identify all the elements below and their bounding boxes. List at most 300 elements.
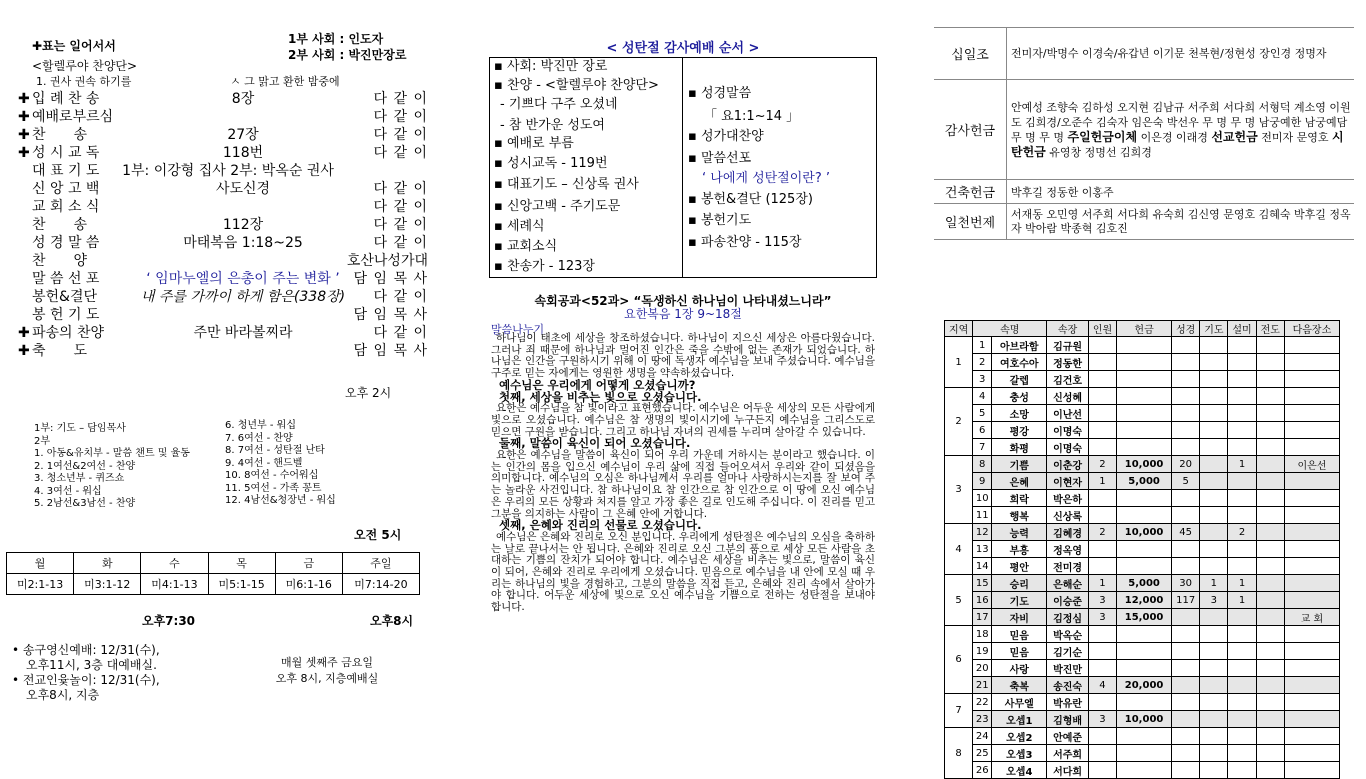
table-cell: [1200, 694, 1228, 711]
table-cell: 4: [973, 388, 992, 405]
pm8-label: 오후8시: [370, 614, 414, 628]
table-cell: [1284, 575, 1339, 592]
order-label: [18, 250, 87, 270]
order-label: [18, 340, 87, 360]
order-label-text: 찬 양: [32, 253, 88, 269]
offering-subhead: 주일헌금이체: [1067, 129, 1138, 144]
offering-subhead: 시탄헌금: [1011, 129, 1344, 159]
order-detail: 주만 바라볼찌라: [193, 325, 293, 341]
note-line: • 송구영신예배: 12/31(수),: [12, 643, 160, 657]
table-cell: 박진만: [1047, 660, 1089, 677]
christmas-order-box: [489, 57, 877, 278]
table-row: [945, 728, 1340, 745]
table-cell: [1256, 677, 1284, 694]
table-cell: 4: [1088, 677, 1116, 694]
table-cell: 이명숙: [1047, 439, 1089, 456]
table-cell: [1228, 677, 1256, 694]
order-performer: 다 같 이: [373, 145, 428, 161]
offering-table: [934, 27, 1354, 240]
table-cell: [1200, 677, 1228, 694]
offering-names: 박후길 정동한 이홍주: [1007, 180, 1355, 204]
table-cell: [1117, 439, 1172, 456]
table-cell: 김혜경: [1047, 524, 1089, 541]
table-cell: 아브라함: [992, 337, 1047, 354]
table-cell: [1284, 337, 1339, 354]
order-performer: 다 같 이: [373, 235, 428, 251]
lesson-heading: 둘째, 말씀이 육신이 되어 오셨습니다.: [499, 436, 691, 451]
table-header: 속장: [1047, 321, 1089, 337]
table-cell: [1228, 643, 1256, 660]
table-cell: [1284, 422, 1339, 439]
table-cell: [1256, 422, 1284, 439]
program-item: 5. 2남선&3남선 - 찬양: [34, 498, 136, 509]
order-label: [18, 124, 87, 144]
table-cell: [1172, 388, 1200, 405]
table-cell: [1200, 762, 1228, 779]
program-item: 1. 아동&유치부 - 말씀 챈트 및 율동: [34, 448, 190, 459]
table-cell: 부흥: [992, 541, 1047, 558]
table-cell: [1256, 456, 1284, 473]
table-cell: 2: [973, 354, 992, 371]
order-label: [18, 286, 97, 306]
table-cell: 117: [1172, 592, 1200, 609]
table-cell: [1284, 371, 1339, 388]
lesson-body: [491, 333, 875, 614]
table-cell: [1117, 388, 1172, 405]
program-item: 7. 6여선 - 찬양: [225, 432, 293, 444]
table-row: [945, 592, 1340, 609]
table-cell: [1284, 354, 1339, 371]
table-cell: 45: [1172, 524, 1200, 541]
table-cell: [1200, 524, 1228, 541]
table-cell: [1117, 371, 1172, 388]
table-cell: [1256, 507, 1284, 524]
offering-names: 전미자/박명수 이경숙/유갑년 이기문 천복현/정현성 장인경 정명자: [1007, 28, 1355, 80]
table-cell: [1200, 490, 1228, 507]
table-cell: [1228, 507, 1256, 524]
table-cell: [1200, 371, 1228, 388]
table-cell: [1200, 422, 1228, 439]
table-cell: [1117, 694, 1172, 711]
day-cell: 목: [208, 553, 275, 574]
table-cell: 승리: [992, 575, 1047, 592]
table-cell: [1256, 762, 1284, 779]
table-cell: [1284, 643, 1339, 660]
table-cell: 서주희: [1047, 745, 1089, 762]
table-cell: 6: [973, 422, 992, 439]
verse-cell: 미3:1-12: [74, 574, 141, 595]
day-cell: 수: [141, 553, 208, 574]
order-label: [18, 322, 104, 342]
table-cell: [1117, 745, 1172, 762]
table-cell: [1256, 609, 1284, 626]
table-cell: 2: [1088, 456, 1116, 473]
order-label-text: 봉헌&결단: [32, 289, 98, 305]
table-cell: [1088, 507, 1116, 524]
program-left: [34, 423, 190, 511]
table-cell: [1088, 422, 1116, 439]
table-cell: [1088, 405, 1116, 422]
table-cell: 11: [973, 507, 992, 524]
order-label: [18, 88, 99, 108]
region-cell: 6: [945, 626, 973, 694]
table-cell: [1172, 643, 1200, 660]
table-header: 성경: [1172, 321, 1200, 337]
table-cell: 평안: [992, 558, 1047, 575]
table-cell: 5,000: [1117, 473, 1172, 490]
table-row: [945, 439, 1340, 456]
dawn-schedule-table: [6, 552, 420, 595]
table-cell: [1172, 745, 1200, 762]
order-item: 「 요1:1~14 」: [704, 109, 800, 124]
table-cell: 화평: [992, 439, 1047, 456]
table-cell: [1117, 643, 1172, 660]
table-cell: [1200, 337, 1228, 354]
table-row: [945, 490, 1340, 507]
table-cell: 박은하: [1047, 490, 1089, 507]
order-item: ▪ 신앙고백 - 주기도문: [494, 199, 621, 214]
order-label-text: 대 표 기 도: [32, 163, 100, 179]
note-line: 오후11시, 3층 대예배실.: [26, 658, 157, 672]
order-detail: 8장: [231, 91, 255, 107]
program-item: 4. 3여선 - 워십: [34, 485, 102, 497]
table-cell: [1256, 473, 1284, 490]
program-left-list: [34, 423, 190, 511]
table-row: [945, 677, 1340, 694]
table-cell: [1284, 524, 1339, 541]
order-label-text: 축 도: [32, 343, 88, 359]
table-cell: [1228, 490, 1256, 507]
table-cell: [1200, 609, 1228, 626]
region-cell: 8: [945, 728, 973, 779]
table-cell: 이명숙: [1047, 422, 1089, 439]
table-cell: 행복: [992, 507, 1047, 524]
table-cell: [1284, 507, 1339, 524]
leader-2: 2부 사회 : 박진만장로: [288, 48, 407, 62]
table-cell: [1284, 762, 1339, 779]
region-cell: 2: [945, 388, 973, 456]
order-label-text: 찬 송: [32, 217, 88, 233]
offering-subhead: 선교헌금: [1211, 129, 1258, 144]
program-item: 10. 8여선 - 수어워십: [225, 470, 319, 481]
table-cell: [1256, 388, 1284, 405]
program-right: [225, 420, 336, 508]
table-cell: [1200, 711, 1228, 728]
table-cell: [1088, 643, 1116, 660]
table-cell: 박유란: [1047, 694, 1089, 711]
order-performer: 다 같 이: [373, 109, 428, 125]
table-cell: 사랑: [992, 660, 1047, 677]
table-row: [945, 371, 1340, 388]
table-cell: [1117, 762, 1172, 779]
table-cell: [1256, 626, 1284, 643]
table-cell: [1284, 694, 1339, 711]
lesson-heading: 첫째, 세상을 비추는 빛으로 오셨습니다.: [499, 389, 702, 404]
offering-label: 감사헌금: [934, 80, 1007, 180]
table-cell: 평강: [992, 422, 1047, 439]
table-cell: [1200, 745, 1228, 762]
order-item: ▪ 찬송가 - 123장: [494, 259, 595, 274]
order-item: ‘ 나에게 성탄절이란? ’: [702, 171, 831, 186]
table-cell: [1256, 354, 1284, 371]
table-cell: [1284, 541, 1339, 558]
order-label-text: 성 시 교 독: [32, 145, 100, 161]
table-cell: 17: [973, 609, 992, 626]
table-row: [945, 388, 1340, 405]
table-cell: 은해순: [1047, 575, 1089, 592]
table-cell: [1200, 660, 1228, 677]
table-cell: 20: [973, 660, 992, 677]
table-cell: [1256, 745, 1284, 762]
table-cell: 김정심: [1047, 609, 1089, 626]
table-cell: [1088, 354, 1116, 371]
table-cell: 16: [973, 592, 992, 609]
table-cell: [1256, 660, 1284, 677]
table-row: [945, 337, 1340, 354]
order-label: [18, 214, 87, 234]
table-cell: [1284, 677, 1339, 694]
table-row: [945, 762, 1340, 779]
lesson-para: 예수님은 은혜와 진리로 오신 분입니다. 우리에게 성탄절은 예수님의 오심을 축하하는 날로 끝나서는 안 됩니다. 은혜와 진리로 오신 그분의 품으로 세상 모든 사람을 초대하는 기쁨의 잔치가 되어야 합니다. 예수님은 세상을 비추는 빛으로, 말씀이 육신이 되어, 은혜와 진리로 우리에게 오셨습니다. 믿음으로 예수님을 내 안에 모실 때 우리는 하나님의 빛을 경험하고, 그분의 말씀을 직접 듣고, 은혜와 진리 속에서 살아가야 합니다. 어두운 세상에 빛으로 오신 예수님을 기쁨으로 전하는 성탄절을 보내야 합니다.: [491, 530, 875, 614]
table-cell: 5: [1172, 473, 1200, 490]
table-cell: [1172, 541, 1200, 558]
order-item: ▪ 예배로 부름: [494, 136, 574, 151]
table-row: [945, 524, 1340, 541]
table-cell: [1284, 745, 1339, 762]
table-cell: 신성혜: [1047, 388, 1089, 405]
pm2-label: 오후 2시: [345, 386, 392, 400]
region-cell: 1: [945, 337, 973, 388]
table-cell: 12,000: [1117, 592, 1172, 609]
cross-mark: ✚: [18, 343, 30, 359]
table-cell: [1117, 337, 1172, 354]
table-cell: [1088, 388, 1116, 405]
table-cell: 1: [1228, 456, 1256, 473]
table-cell: [1117, 660, 1172, 677]
table-cell: [1256, 711, 1284, 728]
table-header: 기도: [1200, 321, 1228, 337]
table-cell: 23: [973, 711, 992, 728]
table-cell: [1172, 422, 1200, 439]
table-cell: [1117, 507, 1172, 524]
table-cell: [1228, 694, 1256, 711]
lesson-subtitle: 말씀나누기: [491, 323, 545, 336]
table-cell: [1200, 439, 1228, 456]
table-row: [945, 745, 1340, 762]
table-cell: [1284, 405, 1339, 422]
table-cell: [1172, 728, 1200, 745]
table-cell: [1117, 728, 1172, 745]
table-cell: 김규원: [1047, 337, 1089, 354]
lesson-heading: 셋째, 은혜와 진리의 선물로 오셨습니다.: [499, 518, 702, 533]
order-performer: 담 임 목 사: [353, 307, 428, 323]
table-cell: 19: [973, 643, 992, 660]
friday-line: 매월 셋째주 금요일: [280, 656, 373, 669]
verse-cell: 미4:1-13: [141, 574, 208, 595]
table-cell: [1117, 626, 1172, 643]
table-row: [945, 711, 1340, 728]
table-cell: [1228, 337, 1256, 354]
table-cell: 1: [1088, 575, 1116, 592]
table-cell: [1228, 439, 1256, 456]
table-cell: [1228, 711, 1256, 728]
lesson-para: 요한은 예수님을 말씀이 육신이 되어 우리 가운데 거하시는 분이라고 했습니다. 이는 인간의 몸을 입으신 예수님이 우리 삶에 직접 들어오셔서 우리와 같이 되셨음을 의미합니다. 예수님의 오심은 하나님께서 우리를 얼마나 사랑하시는지를 잘 보여 주는 놀라운 사건입니다. 참 하나님이요 참 인간으로 참 인간으로 이 땅에 오신 예수님은 우리의 모든 상황과 처지를 알고 가장 좋은 길로 인도해 주십니다. 이 진리를 믿고 그분을 의지하는 사람이 그 은혜 안에 거합니다.: [491, 449, 875, 520]
table-cell: [1172, 762, 1200, 779]
day-cell: 금: [275, 553, 342, 574]
table-cell: 기쁨: [992, 456, 1047, 473]
table-cell: [1228, 422, 1256, 439]
table-cell: 10,000: [1117, 711, 1172, 728]
table-cell: [1228, 354, 1256, 371]
table-cell: [1256, 405, 1284, 422]
table-cell: [1228, 371, 1256, 388]
table-cell: [1172, 354, 1200, 371]
order-performer: 다 같 이: [373, 217, 428, 233]
table-cell: [1117, 354, 1172, 371]
table-cell: 소망: [992, 405, 1047, 422]
table-cell: 송진숙: [1047, 677, 1089, 694]
table-cell: [1284, 558, 1339, 575]
table-cell: 정옥영: [1047, 541, 1089, 558]
table-cell: 10: [973, 490, 992, 507]
table-header: 인원: [1088, 321, 1116, 337]
table-cell: 은혜: [992, 473, 1047, 490]
program-item: 11. 5여선 - 가족 꽁트: [225, 482, 322, 494]
table-row: [945, 473, 1340, 490]
table-cell: [1088, 490, 1116, 507]
order-item: ▪ 파송찬양 - 115장: [688, 235, 802, 250]
small-group-table: [944, 320, 1340, 779]
verse-cell: 미6:1-16: [275, 574, 342, 595]
am5-label: 오전 5시: [354, 528, 402, 542]
table-cell: [1284, 728, 1339, 745]
table-row: [945, 541, 1340, 558]
order-item: ▪ 찬양 - <할렐루야 찬양단>: [494, 78, 659, 93]
table-cell: 24: [973, 728, 992, 745]
table-cell: 3: [973, 371, 992, 388]
verse-cell: 미2:1-13: [7, 574, 74, 595]
table-cell: 5: [973, 405, 992, 422]
table-cell: [1172, 439, 1200, 456]
table-cell: 25: [973, 745, 992, 762]
day-cell: 화: [74, 553, 141, 574]
offering-label: 일천번제: [934, 204, 1007, 240]
order-item: - 참 반가운 성도여: [500, 118, 605, 133]
table-row: [945, 354, 1340, 371]
order-detail: 내 주를 가까이 하게 함은(338장): [140, 289, 346, 305]
table-cell: [1284, 473, 1339, 490]
order-performer: 담 임 목 사: [353, 271, 428, 287]
table-cell: 1: [1088, 473, 1116, 490]
table-cell: [1172, 337, 1200, 354]
table-cell: 3: [1088, 592, 1116, 609]
table-cell: 정동한: [1047, 354, 1089, 371]
table-cell: [1117, 541, 1172, 558]
table-cell: 김건호: [1047, 371, 1089, 388]
table-cell: [1088, 337, 1116, 354]
year-end-notes: [12, 643, 160, 703]
pre-song-2: ㅅ 그 맑고 환한 밤중에: [230, 75, 340, 88]
hallelujah-label: <할렐루야 찬양단>: [32, 59, 138, 73]
table-cell: 10,000: [1117, 524, 1172, 541]
order-item: ▪ 성가대찬양: [688, 129, 764, 144]
cross-mark: ✚: [18, 127, 30, 143]
table-cell: 이승준: [1047, 592, 1089, 609]
table-cell: [1088, 439, 1116, 456]
table-cell: 자비: [992, 609, 1047, 626]
table-cell: [1200, 728, 1228, 745]
table-cell: 1: [1228, 592, 1256, 609]
table-cell: [1284, 592, 1339, 609]
order-item: ▪ 말씀선포: [688, 151, 752, 166]
order-label-text: 파송의 찬양: [32, 325, 105, 341]
table-cell: 안예준: [1047, 728, 1089, 745]
table-header: 전도: [1256, 321, 1284, 337]
table-header: 지역: [945, 321, 973, 337]
table-cell: [1228, 558, 1256, 575]
table-cell: [1117, 405, 1172, 422]
order-detail: ‘ 임마누엘의 은총이 주는 변화 ’: [146, 271, 340, 287]
table-cell: 30: [1172, 575, 1200, 592]
table-cell: [1200, 541, 1228, 558]
table-cell: 여호수아: [992, 354, 1047, 371]
table-header: 속명: [973, 321, 1047, 337]
table-header: 헌금: [1117, 321, 1172, 337]
table-cell: 15: [973, 575, 992, 592]
program-right-list: [225, 420, 336, 508]
table-cell: 충성: [992, 388, 1047, 405]
cross-mark: ✚: [18, 145, 30, 161]
table-cell: [1256, 558, 1284, 575]
table-row: [945, 643, 1340, 660]
table-cell: 3: [1088, 609, 1116, 626]
table-cell: [1200, 388, 1228, 405]
table-cell: [1284, 490, 1339, 507]
table-cell: [1117, 422, 1172, 439]
note-line: • 전교인윷놀이: 12/31(수),: [12, 673, 160, 687]
table-cell: [1200, 456, 1228, 473]
table-cell: [1284, 626, 1339, 643]
table-cell: [1088, 728, 1116, 745]
table-cell: 8: [973, 456, 992, 473]
table-cell: [1088, 626, 1116, 643]
order-item: ▪ 세례식: [494, 219, 545, 234]
table-cell: [1256, 728, 1284, 745]
table-cell: 1: [1228, 575, 1256, 592]
table-cell: 믿음: [992, 626, 1047, 643]
table-cell: 이춘강: [1047, 456, 1089, 473]
table-cell: [1172, 626, 1200, 643]
table-cell: 1: [1200, 575, 1228, 592]
table-cell: [1228, 541, 1256, 558]
table-cell: [1200, 507, 1228, 524]
table-cell: [1284, 660, 1339, 677]
box-divider: [682, 58, 683, 277]
table-cell: [1256, 694, 1284, 711]
region-cell: 5: [945, 575, 973, 626]
table-cell: 13: [973, 541, 992, 558]
table-header: 설미: [1228, 321, 1256, 337]
table-cell: 이현자: [1047, 473, 1089, 490]
table-cell: 오셉1: [992, 711, 1047, 728]
table-row: [945, 609, 1340, 626]
table-cell: 기도: [992, 592, 1047, 609]
program-item: 2. 1여선&2여선 - 찬양: [34, 460, 136, 472]
order-detail: 마태복음 1:18~25: [183, 235, 303, 251]
table-cell: 18: [973, 626, 992, 643]
table-row: [945, 558, 1340, 575]
table-cell: 12: [973, 524, 992, 541]
